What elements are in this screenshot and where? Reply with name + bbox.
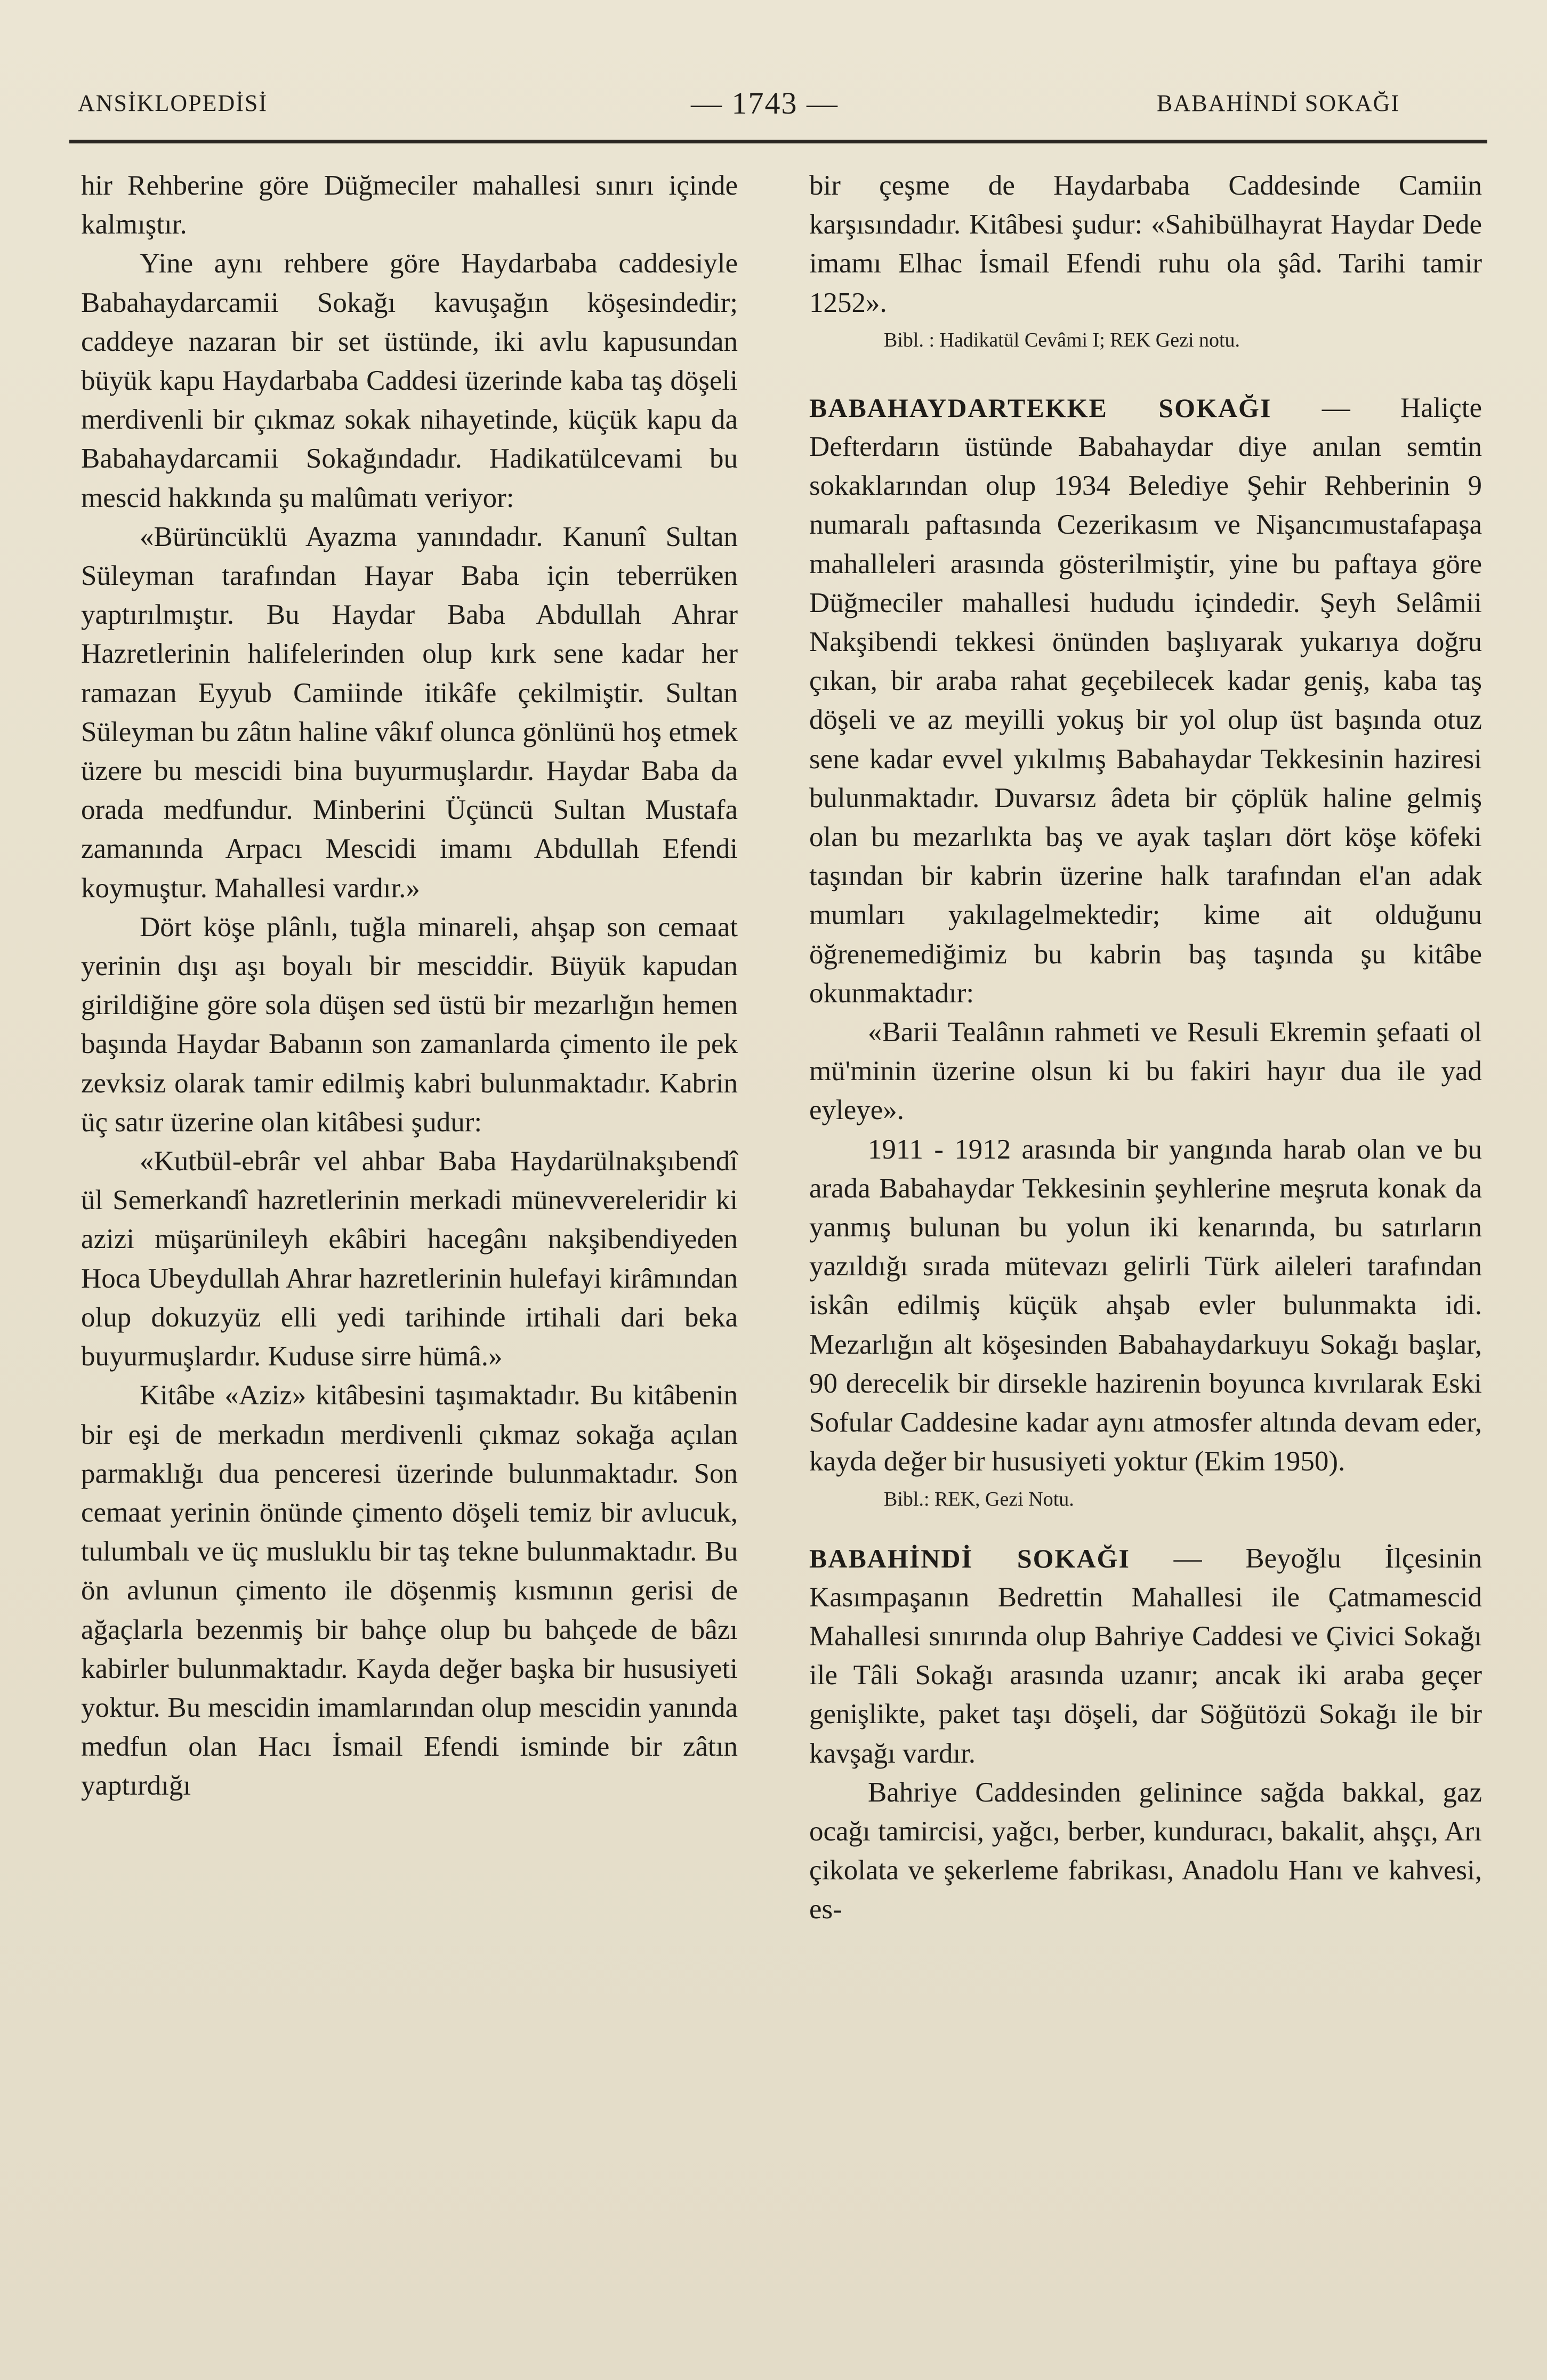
running-head-left: ANSİKLOPEDİSİ (78, 90, 268, 116)
entry-headword: BABAHAYDARTEKKE SOKAĞI (809, 392, 1272, 423)
entry-headword: BABAHİNDİ SOKAĞI (809, 1543, 1130, 1573)
bibliography-2: Bibl.: REK, Gezi Notu. (884, 1488, 1074, 1510)
left-paragraph-4: Kitâbe «Aziz» kitâbesini taşımaktadır. Bu kitâbenin bir eşi de merkadın merdivenli çıkmaz sokağa açılan parmaklığı dua penceresi üzerinde bulunmaktadır. Son cemaat yerinin önünde çimento döşeli temiz bir avlucuk, tulumbalı ve üç musluklu bir taş tekne bulunmaktadır. Bu ön avlunun çimento ile döşenmiş kısmının gerisi de ağaçlarla bezenmiş bir bahçe olup bu bahçede de bâzı kabirler bulunmaktadır. Kayda değer başka bir hususiyeti yoktur. Bu mescidin imamlarından olup mescidin yanında medfun olan Hacı İsmail Efendi isminde bir zâtın yaptırdığı (81, 1380, 738, 1802)
header-rule (69, 140, 1487, 143)
right-column (809, 166, 1482, 1929)
entry-text: — Beyoğlu İlçesinin Kasımpaşanın Bedrettin Mahallesi ile Çatmamescid Mahallesi sınırında olup Bahriye Caddesi ve Çivici Sokağı ile Tâli Sokağı arasında uzanır; ancak iki araba geçer genişlikte, paket taşı döşeli, dar Söğütözü Sokağı ile bir kavşağı vardır. (809, 1542, 1482, 1769)
right-paragraph-2: 1911 - 1912 arasında bir yangında harab olan ve bu arada Babahaydar Tekkesinin şeyhlerine meşruta konak da yanmış bulunan bu yolun iki kenarında, bu satırların yazıldığı sırada mütevazı gelirli Türk aileleri tarafından iskân edilmiş küçük ahşab evler bulunmakta idi. Mezarlığın alt köşesinden Babahaydarkuyu Sokağı başlar, 90 derecelik bir dirsekle hazirenin boyunca kıvrılarak Eski Sofular Caddesine kadar aynı atmosfer altında devam eder, kayda değer bir hususiyeti yoktur (Ekim 1950). (809, 1133, 1482, 1477)
running-head-right: BABAHİNDİ SOKAĞI (1157, 90, 1400, 116)
left-paragraph-1: hir Rehberine göre Düğmeciler mahallesi sınırı içinde kalmıştır. (81, 170, 738, 240)
page-number: — 1743 — (691, 86, 839, 120)
left-column (81, 166, 738, 1806)
bibliography-1: Bibl. : Hadikatül Cevâmi I; REK Gezi notu. (884, 328, 1240, 351)
left-quote-2: «Kutbül-ebrâr vel ahbar Baba Haydarülnakşıbendî ül Semerkandî hazretlerinin merkadi münevvereleridir ki azizi müşarünileyh ekâbiri hacegânı nakşibendiyeden Hoca Ubeydullah Ahrar hazretlerinin hulefayi kirâmından olup dokuzyüz elli yedi tarihinde irtihali dari beka buyurmuşlardır. Kuduse sirre hümâ.» (81, 1146, 738, 1372)
entry-babahaydartekke (809, 389, 1482, 1013)
right-quote-1: «Barii Tealânın rahmeti ve Resuli Ekremin şefaati ol mü'minin üzerine olsun ki bu fakiri hayır dua ile yad eyleye». (809, 1017, 1482, 1126)
left-paragraph-3: Dört köşe plânlı, tuğla minareli, ahşap son cemaat yerinin dışı aşı boyalı bir mesciddir. Büyük kapudan girildiğine göre sola düşen sed üstü bir mezarlığın hemen başında Haydar Babanın son zamanlarda çimento ile pek zevksiz olarak tamir edilmiş kabri bulunmaktadır. Kabrin üç satır üzerine olan kitâbesi şudur: (81, 911, 738, 1138)
left-quote-1: «Bürüncüklü Ayazma yanındadır. Kanunî Sultan Süleyman tarafından Hayar Baba için teberrüken yaptırılmıştır. Bu Haydar Baba Abdullah Ahrar Hazretlerinin halifelerinden olup kırk sene kadar her ramazan Eyyub Camiinde itikâfe çekilmiştir. Sultan Süleyman bu zâtın haline vâkıf olunca gönlünü hoş etmek üzere bu mescidi bina buyurmuşlardır. Haydar Baba da orada medfundur. Minberini Üçüncü Sultan Mustafa zamanında Arpacı Mescidi imamı Abdullah Efendi koymuştur. Mahallesi vardır.» (81, 521, 738, 904)
entry-text: — Haliçte Defterdarın üstünde Babahaydar diye anılan semtin sokaklarından olup 1934 Belediye Şehir Rehberinin 9 numaralı paftasında Cezerikasım ve Nişancımustafapaşa mahalleleri arasında gösterilmiştir, yine bu paftaya göre Düğmeciler mahallesi hududu içindedir. Şeyh Selâmii Nakşibendi tekkesi önünden başlıyarak yukarıya doğru çıkan, bir araba rahat geçebilecek kadar geniş, kaba taş döşeli ve az meyilli yokuş bir yol olup üst başında otuz sene kadar evvel yıkılmış Babahaydar Tekkesinin haziresi bulunmaktadır. Duvarsız âdeta bir çöplük haline gelmiş olan bu mezarlıkta baş ve ayak taşları dört köşe köfeki taşından bir kabrin üzerine halk tarafından el'an adak mumları yakılagelmektedir; kime ait olduğunu öğrenemediğimiz bu kabrin baş taşında şu kitâbe okunmaktadır: (809, 392, 1482, 1009)
right-paragraph-1: bir çeşme de Haydarbaba Caddesinde Camiin karşısındadır. Kitâbesi şudur: «Sahibülhayrat Haydar Dede imamı Elhac İsmail Efendi ruhu ola şâd. Tarihi tamir 1252». (809, 170, 1482, 318)
right-paragraph-3: Bahriye Caddesinden gelinince sağda bakkal, gaz ocağı tamircisi, yağcı, berber, kunduracı, bakalit, ahşçı, Arı çikolata ve şekerleme fabrikası, Anadolu Hanı ve kahvesi, es- (809, 1776, 1482, 1925)
entry-babahindi (809, 1539, 1482, 1773)
left-paragraph-2: Yine aynı rehbere göre Haydarbaba caddesiyle Babahaydarcamii Sokağı kavuşağın köşesindedir; caddeye nazaran bir set üstünde, iki avlu kapusundan büyük kapu Haydarbaba Caddesi üzerinde kaba taş döşeli merdivenli bir çıkmaz sokak nihayetinde, küçük kapu da Babahaydarcamii Sokağındadır. Hadikatülcevami bu mescid hakkında şu malûmatı veriyor: (81, 248, 738, 513)
